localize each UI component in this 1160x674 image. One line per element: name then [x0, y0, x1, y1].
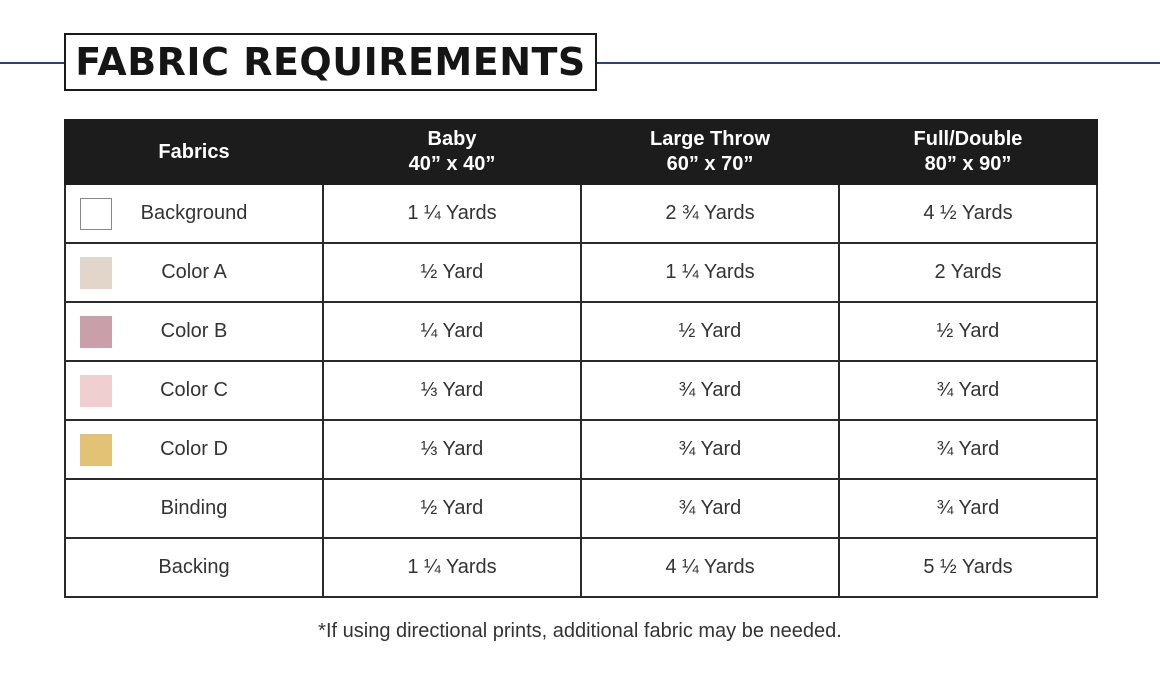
- fabric-name: Background: [140, 202, 248, 224]
- table-row: [65, 479, 1097, 538]
- header-large-throw: [581, 120, 839, 184]
- table-row: [65, 420, 1097, 479]
- baby-amount: ⅓ Yard: [323, 361, 581, 420]
- color-swatch: [80, 375, 112, 407]
- table-row: [65, 361, 1097, 420]
- fabric-name: Backing: [158, 556, 230, 578]
- fabric-requirements-table: [64, 119, 1098, 598]
- table-header-row: [65, 120, 1097, 184]
- page-title: FABRIC REQUIREMENTS: [75, 40, 586, 84]
- color-swatch: [80, 316, 112, 348]
- fabric-cell: [65, 302, 323, 361]
- full-double-amount: 4 ½ Yards: [839, 184, 1097, 243]
- large-throw-amount: ¾ Yard: [581, 420, 839, 479]
- fabric-cell: [65, 538, 323, 597]
- header-fabrics: [65, 120, 323, 184]
- large-throw-amount: 4 ¼ Yards: [581, 538, 839, 597]
- color-swatch: [80, 257, 112, 289]
- color-swatch: [80, 198, 112, 230]
- footnote: *If using directional prints, additional fabric may be needed.: [318, 620, 842, 642]
- fabric-cell: [65, 243, 323, 302]
- baby-amount: ¼ Yard: [323, 302, 581, 361]
- header-label: Fabrics: [158, 140, 230, 163]
- full-double-amount: ¾ Yard: [839, 479, 1097, 538]
- header-label: Full/Double: [913, 128, 1023, 150]
- header-size: 80” x 90”: [924, 153, 1012, 175]
- large-throw-amount: 1 ¼ Yards: [581, 243, 839, 302]
- table-row: [65, 184, 1097, 243]
- title-box: [64, 33, 597, 91]
- large-throw-amount: ¾ Yard: [581, 361, 839, 420]
- color-swatch: [80, 434, 112, 466]
- fabric-name: Color C: [160, 379, 228, 401]
- table-row: [65, 302, 1097, 361]
- full-double-amount: ¾ Yard: [839, 420, 1097, 479]
- full-double-amount: ¾ Yard: [839, 361, 1097, 420]
- large-throw-amount: 2 ¾ Yards: [581, 184, 839, 243]
- baby-amount: ⅓ Yard: [323, 420, 581, 479]
- full-double-amount: 2 Yards: [839, 243, 1097, 302]
- baby-amount: 1 ¼ Yards: [323, 538, 581, 597]
- title-rule-right: [596, 62, 1160, 64]
- header-size: 60” x 70”: [666, 153, 754, 175]
- table-row: [65, 243, 1097, 302]
- fabric-cell: [65, 361, 323, 420]
- title-rule-left: [0, 62, 66, 64]
- fabric-name: Color B: [160, 320, 228, 342]
- fabric-cell: [65, 184, 323, 243]
- header-baby: [323, 120, 581, 184]
- baby-amount: ½ Yard: [323, 479, 581, 538]
- large-throw-amount: ½ Yard: [581, 302, 839, 361]
- full-double-amount: ½ Yard: [839, 302, 1097, 361]
- baby-amount: ½ Yard: [323, 243, 581, 302]
- header-full-double: [839, 120, 1097, 184]
- header-size: 40” x 40”: [408, 153, 496, 175]
- table-row: [65, 538, 1097, 597]
- header-label: Baby: [427, 128, 477, 150]
- baby-amount: 1 ¼ Yards: [323, 184, 581, 243]
- fabric-cell: [65, 479, 323, 538]
- fabric-name: Binding: [160, 497, 228, 519]
- fabric-cell: [65, 420, 323, 479]
- large-throw-amount: ¾ Yard: [581, 479, 839, 538]
- fabric-name: Color A: [161, 261, 227, 283]
- full-double-amount: 5 ½ Yards: [839, 538, 1097, 597]
- header-label: Large Throw: [649, 128, 770, 150]
- fabric-name: Color D: [160, 438, 228, 460]
